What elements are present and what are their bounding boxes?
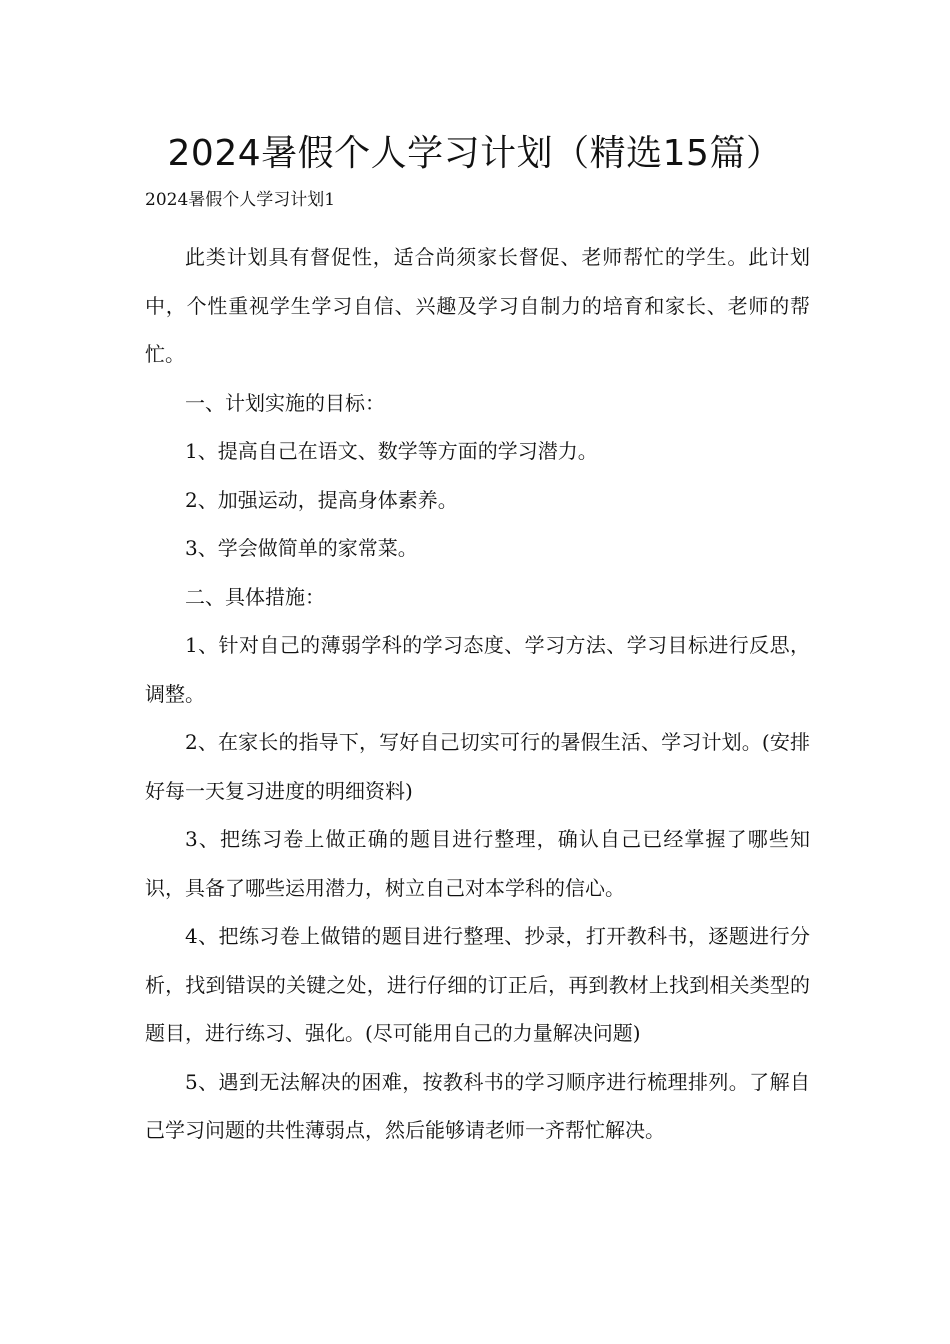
paragraph-intro: 此类计划具有督促性，适合尚须家长督促、老师帮忙的学生。此计划中，个性重视学生学习自信、兴趣及学习自制力的培育和家长、老师的帮忙。 — [145, 245, 810, 366]
section-heading: 2024暑假个人学习计划1 — [145, 190, 336, 210]
paragraph-measure-2: 2、在家长的指导下，写好自己切实可行的暑假生活、学习计划。(安排好每一天复习进度的明细资料) — [145, 730, 810, 803]
paragraph-goal-3: 3、学会做简单的家常菜。 — [185, 536, 418, 560]
paragraph-measure-4: 4、把练习卷上做错的题目进行整理、抄录，打开教科书，逐题进行分析，找到错误的关键之处，进行仔细的订正后，再到教材上找到相关类型的题目，进行练习、强化。(尽可能用自己的力量解决问题) — [145, 924, 810, 1045]
paragraph-goals-heading: 一、计划实施的目标： — [185, 390, 385, 415]
paragraph-measures-heading: 二、具体措施： — [185, 584, 325, 609]
paragraph-measure-1: 1、针对自己的薄弱学科的学习态度、学习方法、学习目标进行反思，调整。 — [145, 633, 810, 706]
paragraph-goal-1: 1、提高自己在语文、数学等方面的学习潜力。 — [185, 439, 598, 463]
document-title: 2024暑假个人学习计划（精选15篇） — [167, 133, 783, 174]
paragraph-measure-3: 3、把练习卷上做正确的题目进行整理，确认自己已经掌握了哪些知识，具备了哪些运用潜力，树立自己对本学科的信心。 — [145, 827, 810, 900]
document-body — [145, 233, 810, 1155]
paragraph-measure-5: 5、遇到无法解决的困难，按教科书的学习顺序进行梳理排列。了解自己学习问题的共性薄弱点，然后能够请老师一齐帮忙解决。 — [145, 1069, 810, 1142]
paragraph-goal-2: 2、加强运动，提高身体素养。 — [185, 487, 458, 512]
